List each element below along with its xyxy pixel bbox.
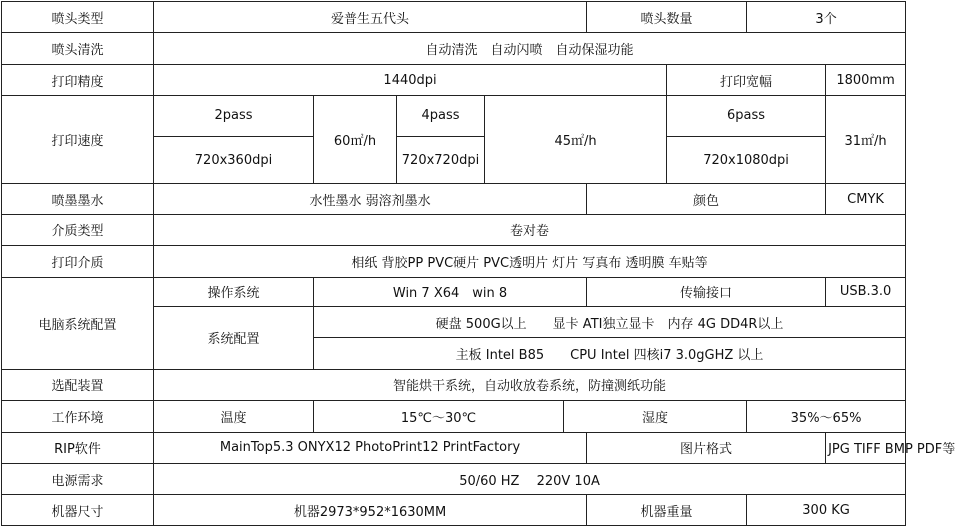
row-precision bbox=[2, 64, 906, 95]
port-label: 传输接口 bbox=[587, 277, 826, 306]
nozzle-type-value: 爱普生五代头 bbox=[154, 2, 587, 33]
print-width-label: 打印宽幅 bbox=[667, 64, 826, 95]
speed-6pass: 6pass bbox=[667, 96, 826, 137]
speed-6pass-rate: 31㎡/h bbox=[826, 96, 906, 184]
speed-label: 打印速度 bbox=[2, 96, 154, 184]
options-value: 智能烘干系统，自动收放卷系统，防撞测纸功能 bbox=[154, 369, 906, 400]
power-value: 50/60 HZ 220V 10A bbox=[154, 464, 906, 495]
os-value: Win 7 X64 win 8 bbox=[314, 277, 587, 306]
os-label: 操作系统 bbox=[154, 277, 314, 306]
sys-line-2: 主板 Intel B85 CPU Intel 四核i7 3.0gGHZ 以上 bbox=[314, 338, 906, 369]
format-label: 图片格式 bbox=[587, 432, 826, 463]
speed-4pass-resolution: 720x720dpi bbox=[397, 136, 485, 184]
sys-label: 系统配置 bbox=[154, 306, 314, 369]
row-nozzle-type bbox=[2, 2, 906, 33]
temp-value: 15℃～30℃ bbox=[314, 401, 564, 432]
rip-label: RIP软件 bbox=[2, 432, 154, 463]
print-width-value: 1800mm bbox=[826, 64, 906, 95]
pc-label: 电脑系统配置 bbox=[2, 277, 154, 369]
row-pc-os bbox=[2, 277, 906, 306]
media-type-value: 卷对卷 bbox=[154, 214, 906, 245]
size-label: 机器尺寸 bbox=[2, 495, 154, 526]
row-media bbox=[2, 246, 906, 277]
row-media-type bbox=[2, 214, 906, 245]
row-ink bbox=[2, 184, 906, 214]
ink-label: 喷墨墨水 bbox=[2, 184, 154, 214]
precision-label: 打印精度 bbox=[2, 64, 154, 95]
nozzle-type-label: 喷头类型 bbox=[2, 2, 154, 33]
env-label: 工作环境 bbox=[2, 401, 154, 432]
weight-value: 300 KG bbox=[747, 495, 906, 526]
size-value: 机器2973*952*1630MM bbox=[154, 495, 587, 526]
speed-2pass: 2pass bbox=[154, 96, 314, 137]
nozzle-count-value: 3个 bbox=[747, 2, 906, 33]
format-value: JPG TIFF BMP PDF等 bbox=[826, 432, 906, 463]
media-type-label: 介质类型 bbox=[2, 214, 154, 245]
sys-line-1: 硬盘 500G以上 显卡 ATI独立显卡 内存 4G DD4R以上 bbox=[314, 306, 906, 337]
speed-4pass: 4pass bbox=[397, 96, 485, 137]
row-options bbox=[2, 369, 906, 400]
humidity-label: 湿度 bbox=[564, 401, 747, 432]
speed-4pass-rate: 45㎡/h bbox=[485, 96, 667, 184]
temp-label: 温度 bbox=[154, 401, 314, 432]
spec-table bbox=[1, 1, 955, 526]
row-rip bbox=[2, 432, 906, 463]
media-value: 相纸 背胶PP PVC硬片 PVC透明片 灯片 写真布 透明膜 车贴等 bbox=[154, 246, 906, 277]
nozzle-clean-value: 自动清洗 自动闪喷 自动保湿功能 bbox=[154, 33, 906, 64]
ink-color-value: CMYK bbox=[826, 184, 906, 214]
ink-value: 水性墨水 弱溶剂墨水 bbox=[154, 184, 587, 214]
media-label: 打印介质 bbox=[2, 246, 154, 277]
precision-value: 1440dpi bbox=[154, 64, 667, 95]
nozzle-clean-label: 喷头清洗 bbox=[2, 33, 154, 64]
nozzle-count-label: 喷头数量 bbox=[587, 2, 747, 33]
row-env bbox=[2, 401, 906, 432]
power-label: 电源需求 bbox=[2, 464, 154, 495]
speed-2pass-rate: 60㎡/h bbox=[314, 96, 397, 184]
options-label: 选配装置 bbox=[2, 369, 154, 400]
weight-label: 机器重量 bbox=[587, 495, 747, 526]
row-size bbox=[2, 495, 906, 526]
rip-value: MainTop5.3 ONYX12 PhotoPrint12 PrintFactory bbox=[154, 432, 587, 463]
row-speed-top bbox=[2, 96, 906, 137]
speed-6pass-resolution: 720x1080dpi bbox=[667, 136, 826, 184]
port-value: USB.3.0 bbox=[826, 277, 906, 306]
row-power bbox=[2, 464, 906, 495]
ink-color-label: 颜色 bbox=[587, 184, 826, 214]
humidity-value: 35%～65% bbox=[747, 401, 906, 432]
speed-2pass-resolution: 720x360dpi bbox=[154, 136, 314, 184]
row-nozzle-clean bbox=[2, 33, 906, 64]
